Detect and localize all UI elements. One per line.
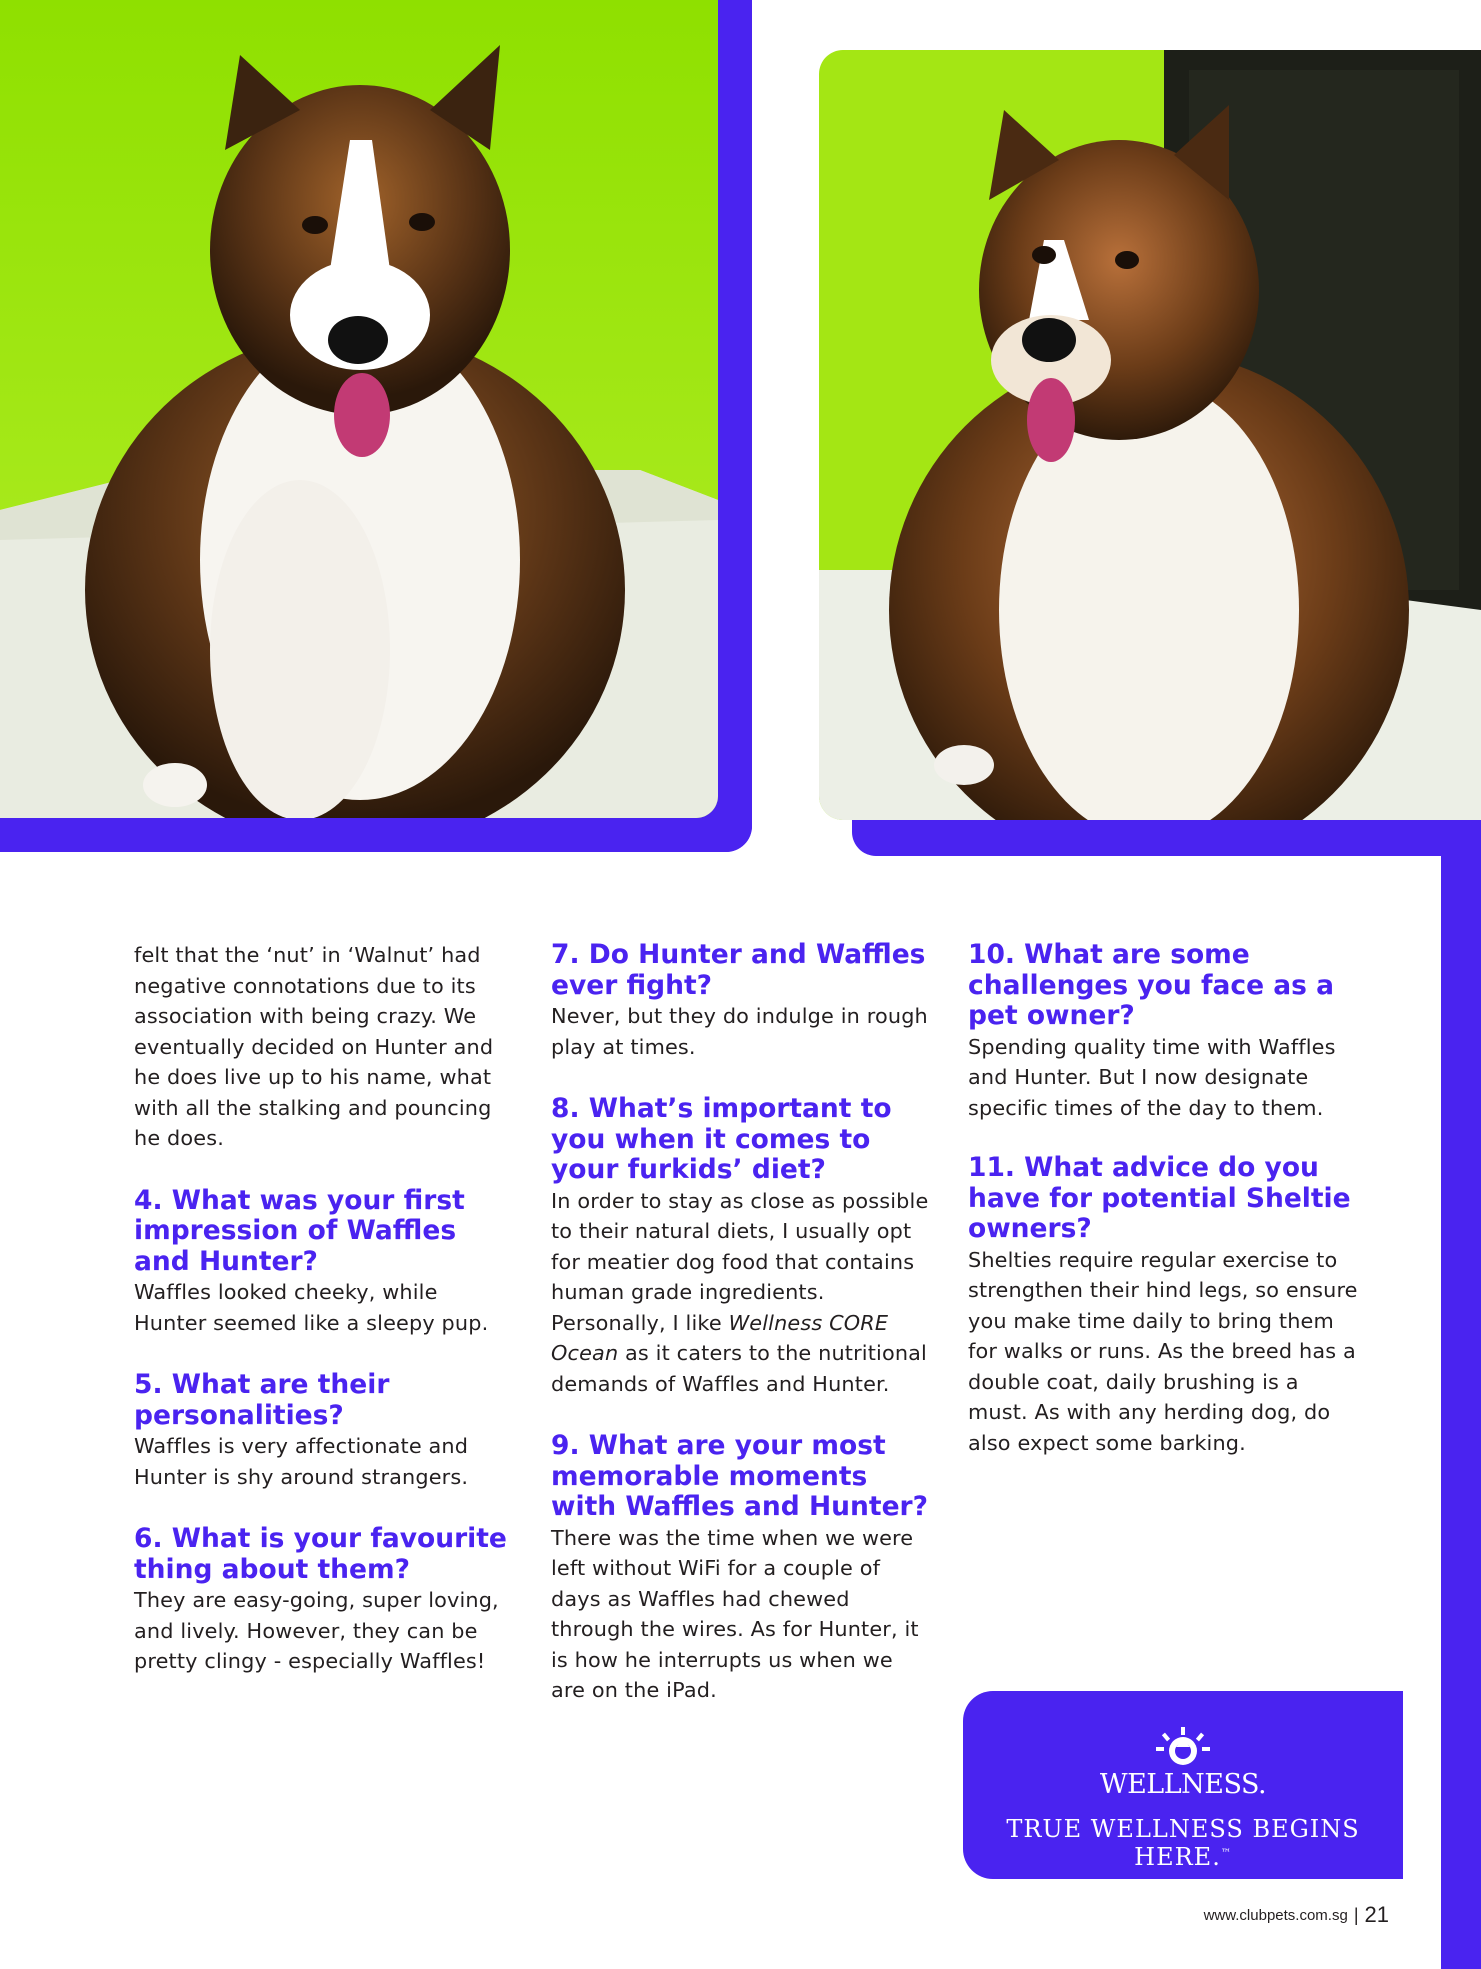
wellness-brand: WELLNESS. [1099, 1769, 1267, 1800]
wellness-tagline [963, 1815, 1403, 1871]
trademark-symbol: ™ [1220, 1848, 1232, 1859]
page-footer [1204, 1902, 1389, 1928]
question-5: 5. What are their personalities? [134, 1369, 390, 1431]
tagline-text: TRUE WELLNESS BEGINS HERE. [1006, 1815, 1360, 1871]
answer-7: Never, but they do indulge in rough play at times. [551, 1004, 928, 1059]
product-name: Wellness CORE Ocean [551, 1310, 889, 1365]
dog-photo-hunter [0, 0, 718, 818]
purple-right-edge-bar [1441, 820, 1481, 1969]
intro-paragraph: felt that the ‘nut’ in ‘Walnut’ had negative connotations due to its association with being crazy. We eventually decided on Hunter and he does live up to his name, what with all the stalking and pouncing he does. [134, 943, 494, 1150]
footer-url[interactable]: www.clubpets.com.sg [1203, 1906, 1348, 1924]
question-4: 4. What was your first impression of Waffles and Hunter? [134, 1184, 465, 1277]
question-11: 11. What advice do you have for potential Sheltie owners? [968, 1152, 1351, 1244]
answer-5: Waffles is very affectionate and Hunter is shy around strangers. [134, 1434, 469, 1489]
column-3 [968, 940, 1358, 1458]
answer-6: They are easy-going, super loving, and lively. However, they can be pretty clingy - especially Waffles! [134, 1588, 499, 1673]
wellness-ad[interactable] [963, 1691, 1403, 1879]
question-9: 9. What are your most memorable moments with Waffles and Hunter? [551, 1430, 928, 1522]
answer-11: Shelties require regular exercise to strengthen their hind legs, so ensure you make time daily to bring them for walks or runs. As the breed has a double coat, daily brushing is a must. As with any herding dog, do also expect some barking. [968, 1247, 1358, 1455]
page-number: 21 [1364, 1902, 1389, 1927]
question-6: 6. What is your favourite thing about them? [134, 1523, 507, 1585]
answer-9: There was the time when we were left without WiFi for a couple of days as Waffles had chewed through the wires. As for Hunter, it is how he interrupts us when we are on the iPad. [551, 1525, 919, 1702]
answer-8-text-end: as it caters to the nutritional demands of Waffles and Hunter. [551, 1341, 927, 1396]
answer-8 [551, 1186, 931, 1400]
question-7: 7. Do Hunter and Waffles ever fight? [551, 939, 926, 1001]
question-8: 8. What’s important to you when it comes to your furkids’ diet? [551, 1093, 892, 1185]
question-10: 10. What are some challenges you face as a pet owner? [968, 939, 1335, 1031]
answer-8-text-start: In order to stay as close as possible to their natural diets, I usually opt for meatier dog food that contains human grade ingredients. Personally, I like [551, 1188, 929, 1335]
answer-4: Waffles looked cheeky, while Hunter seemed like a sleepy pup. [134, 1280, 489, 1335]
footer-separator: | [1353, 1904, 1359, 1925]
answer-10: Spending quality time with Waffles and Hunter. But I now designate specific times of the day to them. [968, 1034, 1336, 1120]
purple-frame-left-vertical [718, 0, 752, 852]
purple-frame-right [852, 820, 1481, 856]
column-2 [551, 940, 931, 1706]
wellness-logo-icon [963, 1725, 1403, 1773]
column-1 [134, 940, 514, 1677]
dog-photo-waffles [819, 50, 1481, 820]
